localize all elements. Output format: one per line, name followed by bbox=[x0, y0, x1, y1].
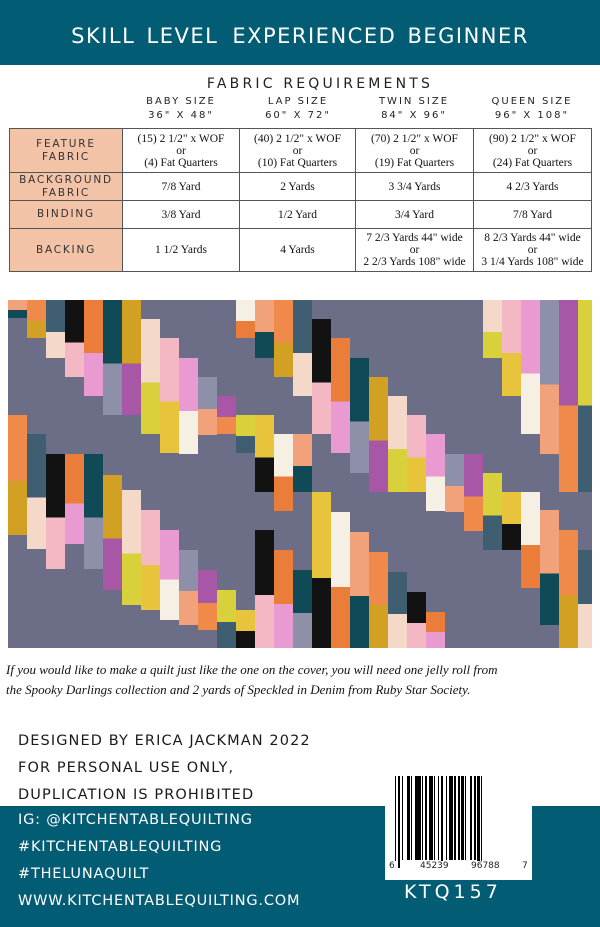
quilt-strip bbox=[502, 492, 521, 550]
quilt-strip bbox=[502, 300, 521, 396]
table-cell: (70) 2 1/2" x WOF or (19) Fat Quarters bbox=[356, 129, 474, 173]
row-label: BINDING bbox=[10, 201, 123, 229]
quilt-strip bbox=[293, 570, 312, 648]
quilt-strip bbox=[407, 415, 426, 492]
quilt-strip bbox=[103, 475, 122, 590]
quilt-strip bbox=[46, 300, 65, 358]
quilt-strip bbox=[312, 492, 331, 648]
size-header-queen bbox=[473, 95, 591, 123]
quilt-strip bbox=[274, 300, 293, 377]
quilt-strip bbox=[483, 300, 502, 358]
quilt-strip bbox=[426, 612, 445, 648]
quilt-strip bbox=[160, 338, 179, 453]
size-name: TWIN SIZE bbox=[378, 96, 450, 107]
quilt-strip bbox=[350, 358, 369, 473]
quilt-strip bbox=[483, 473, 502, 550]
quilt-strip bbox=[407, 592, 426, 648]
table-row-binding bbox=[10, 201, 592, 229]
size-dims: 96" X 108" bbox=[494, 110, 570, 121]
hashtag-thelunaquilt: #THELUNAQUILT bbox=[18, 866, 150, 882]
table-cell: 3 3/4 Yards bbox=[356, 173, 474, 201]
skill-level-banner bbox=[0, 0, 600, 65]
quilt-strip bbox=[198, 570, 217, 630]
row-label: BACKING bbox=[10, 229, 123, 272]
quilt-strip bbox=[236, 300, 255, 338]
size-dims: 36" X 48" bbox=[148, 110, 214, 121]
row-label: FEATURE FABRIC bbox=[10, 129, 123, 173]
quilt-strip bbox=[236, 610, 255, 648]
table-cell: 3/4 Yard bbox=[356, 201, 474, 229]
table-cell: 1 1/2 Yards bbox=[123, 229, 240, 272]
table-cell: 7/8 Yard bbox=[474, 201, 592, 229]
quilt-strip bbox=[255, 415, 274, 492]
table-row-feature-fabric bbox=[10, 129, 592, 173]
designer-credit: DESIGNED BY ERICA JACKMAN 2022 bbox=[18, 733, 311, 749]
quilt-strip bbox=[350, 532, 369, 648]
quilt-strip bbox=[217, 590, 236, 648]
quilt-strip bbox=[179, 358, 198, 454]
sku-code: KTQ157 bbox=[404, 881, 502, 903]
table-cell: 1/2 Yard bbox=[240, 201, 356, 229]
quilt-strip bbox=[274, 550, 293, 648]
note-line-2: the Spooky Darlings collection and 2 yards of Speckled in Denim from Ruby Star Society. bbox=[6, 682, 471, 697]
barcode-digits: 6 45239 96788 7 bbox=[389, 861, 528, 871]
barcode-bar bbox=[482, 776, 485, 868]
quilt-strip bbox=[369, 377, 388, 492]
instagram-handle: IG: @KITCHENTABLEQUILTING bbox=[18, 812, 253, 828]
table-cell: (90) 2 1/2" x WOF or (24) Fat Quarters bbox=[474, 129, 592, 173]
duplication-notice: DUPLICATION IS PROHIBITED bbox=[18, 787, 255, 803]
quilt-strip bbox=[293, 300, 312, 396]
quilt-strip bbox=[578, 550, 592, 648]
size-dims: 84" X 96" bbox=[381, 110, 447, 121]
quilt-strip bbox=[578, 300, 592, 492]
table-cell: 7 2/3 Yards 44" wide or 2 2/3 Yards 108" wide bbox=[356, 229, 474, 272]
quilt-strip bbox=[293, 434, 312, 492]
quilt-strip bbox=[122, 300, 141, 415]
quilt-strip bbox=[141, 510, 160, 610]
quilt-strip bbox=[46, 454, 65, 569]
quilt-strip bbox=[27, 434, 46, 549]
table-cell: (15) 2 1/2" x WOF or (4) Fat Quarters bbox=[123, 129, 240, 173]
quilt-strip bbox=[521, 492, 540, 588]
note-line-1: If you would like to make a quilt just like the one on the cover, you will need one jelly roll from bbox=[6, 662, 498, 677]
quilt-strip bbox=[65, 300, 84, 377]
quilt-strip bbox=[8, 415, 27, 535]
quilt-strip bbox=[236, 415, 255, 453]
fabric-requirements-table bbox=[9, 128, 592, 272]
quilt-strip bbox=[426, 434, 445, 511]
quilt-strip bbox=[388, 572, 407, 648]
table-cell: 7/8 Yard bbox=[123, 173, 240, 201]
table-cell: (40) 2 1/2" x WOF or (10) Fat Quarters bbox=[240, 129, 356, 173]
website-link: WWW.KITCHENTABLEQUILTING.COM bbox=[18, 893, 301, 909]
quilt-strip bbox=[369, 552, 388, 648]
table-row-backing bbox=[10, 229, 592, 272]
personal-use-notice: FOR PERSONAL USE ONLY, bbox=[18, 760, 235, 776]
quilt-strip bbox=[122, 490, 141, 605]
table-row-background-fabric bbox=[10, 173, 592, 201]
quilt-strip bbox=[388, 396, 407, 492]
quilt-strip bbox=[540, 300, 559, 454]
social-links bbox=[18, 807, 300, 915]
skill-level-value: EXPERIENCED BEGINNER bbox=[232, 23, 529, 48]
quilt-strip bbox=[84, 300, 103, 396]
quilt-strip bbox=[464, 454, 483, 531]
size-name: LAP SIZE bbox=[267, 96, 329, 107]
size-dims: 60" X 72" bbox=[265, 110, 331, 121]
barcode bbox=[385, 776, 532, 880]
size-name: BABY SIZE bbox=[146, 96, 216, 107]
table-cell: 8 2/3 Yards 44" wide or 3 1/4 Yards 108" wide bbox=[474, 229, 592, 272]
size-header-twin bbox=[355, 95, 473, 123]
barcode-bars bbox=[395, 776, 525, 868]
size-header-baby bbox=[122, 95, 240, 123]
quilt-strip bbox=[255, 530, 274, 648]
skill-level-label: SKILL LEVEL bbox=[71, 23, 219, 48]
table-cell: 4 Yards bbox=[240, 229, 356, 272]
quilt-strip bbox=[217, 396, 236, 434]
quilt-strip bbox=[255, 300, 274, 358]
quilt-strip bbox=[331, 512, 350, 648]
quilt-strip bbox=[559, 300, 578, 492]
quilt-strip bbox=[160, 530, 179, 620]
quilt-photo bbox=[8, 300, 592, 648]
quilt-strip bbox=[521, 300, 540, 434]
table-cell: 3/8 Yard bbox=[123, 201, 240, 229]
size-name: QUEEN SIZE bbox=[491, 96, 573, 107]
quilt-strip bbox=[27, 300, 46, 338]
table-cell: 2 Yards bbox=[240, 173, 356, 201]
credits bbox=[18, 728, 311, 809]
quilt-strip bbox=[445, 454, 464, 512]
quilt-strip bbox=[179, 550, 198, 625]
quilt-strip bbox=[84, 454, 103, 569]
hashtag-kitchentablequilting: #KITCHENTABLEQUILTING bbox=[18, 839, 223, 855]
table-cell: 4 2/3 Yards bbox=[474, 173, 592, 201]
quilt-strip bbox=[103, 300, 122, 415]
quilt-strip bbox=[559, 530, 578, 648]
quilt-strip bbox=[65, 454, 84, 544]
fabric-requirements-title: FABRIC REQUIREMENTS bbox=[206, 76, 434, 92]
quilt-strip bbox=[198, 377, 217, 435]
quilt-strip bbox=[540, 510, 559, 625]
quilt-strip bbox=[312, 319, 331, 434]
quilt-strip bbox=[331, 338, 350, 453]
quilt-strip bbox=[8, 300, 27, 318]
quilt-strip bbox=[141, 319, 160, 434]
row-label: BACKGROUND FABRIC bbox=[10, 173, 123, 201]
jelly-roll-note bbox=[6, 660, 596, 700]
size-header-lap bbox=[239, 95, 357, 123]
quilt-strip bbox=[274, 434, 293, 511]
